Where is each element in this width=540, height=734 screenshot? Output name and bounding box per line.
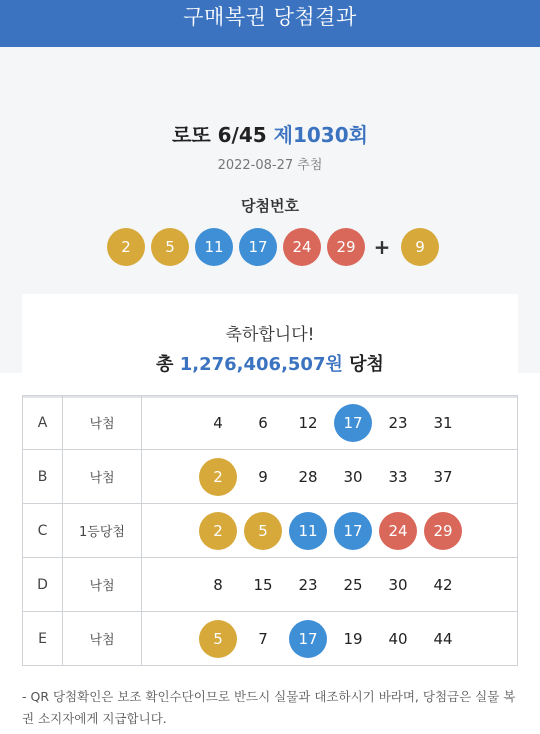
matched-number-ball: 11: [289, 512, 327, 550]
matched-number-ball: 17: [289, 620, 327, 658]
game-name: 로또 6/45: [172, 123, 267, 147]
ticket-number: 37: [433, 467, 453, 486]
congrats-text: 축하합니다!: [225, 325, 315, 345]
ticket-number: 4: [213, 413, 223, 432]
table-row: [23, 558, 517, 612]
draw-round: [0, 119, 540, 148]
table-row: [23, 396, 517, 450]
matched-number-ball: 2: [199, 512, 237, 550]
matched-number-ball: 2: [199, 458, 237, 496]
ticket-number: 15: [253, 575, 273, 594]
ticket-number: 30: [343, 467, 363, 486]
ticket-numbers: [142, 504, 517, 557]
winning-ball: 2: [107, 228, 145, 266]
ticket-number: 28: [298, 467, 318, 486]
ticket-number: 8: [213, 575, 223, 594]
prize-total: [22, 350, 518, 376]
ticket-game: E: [23, 612, 63, 665]
table-row: [23, 504, 517, 558]
ticket-result: 1등당첨: [63, 504, 142, 557]
page-title: 구매복권 당첨결과: [183, 5, 357, 29]
ticket-number: 31: [433, 413, 453, 432]
winning-numbers: [107, 228, 445, 266]
winning-ball: 24: [283, 228, 321, 266]
ticket-game: B: [23, 450, 63, 503]
ticket-result: 낙첨: [63, 396, 142, 449]
prize-box: [22, 294, 518, 398]
prize-amount: 1,276,406,507원: [179, 354, 343, 375]
bonus-ball: 9: [401, 228, 439, 266]
draw-date: 2022-08-27 추첨: [217, 158, 323, 173]
ticket-number: 23: [388, 413, 408, 432]
page-header: [0, 0, 540, 47]
ticket-result: 낙첨: [63, 558, 142, 611]
table-row: [23, 612, 517, 665]
ticket-result: 낙첨: [63, 612, 142, 665]
ticket-number: 9: [258, 467, 268, 486]
ticket-numbers: [142, 396, 517, 449]
winning-ball: 11: [195, 228, 233, 266]
ticket-number: 25: [343, 575, 363, 594]
ticket-numbers: [142, 612, 517, 665]
ticket-game: D: [23, 558, 63, 611]
matched-number-ball: 5: [199, 620, 237, 658]
round-number: 제1030회: [273, 123, 368, 147]
ticket-number: 12: [298, 413, 318, 432]
winning-ball: 29: [327, 228, 365, 266]
ticket-number: 23: [298, 575, 318, 594]
ticket-number: 42: [433, 575, 453, 594]
matched-number-ball: 5: [244, 512, 282, 550]
ticket-game: A: [23, 396, 63, 449]
prize-suffix: 당첨: [349, 354, 384, 375]
ticket-result: 낙첨: [63, 450, 142, 503]
ticket-number: 30: [388, 575, 408, 594]
matched-number-ball: 29: [424, 512, 462, 550]
ticket-game: C: [23, 504, 63, 557]
matched-number-ball: 17: [334, 404, 372, 442]
ticket-number: 33: [388, 467, 408, 486]
prize-prefix: 총: [156, 354, 174, 375]
footer-note: - QR 당첨확인은 보조 확인수단이므로 반드시 실물과 대조하시기 바라며, 당첨금은 실물 복권 소지자에게 지급합니다.: [22, 689, 516, 726]
ticket-numbers: [142, 450, 517, 503]
ticket-number: 19: [343, 629, 363, 648]
matched-number-ball: 17: [334, 512, 372, 550]
ticket-number: 6: [258, 413, 268, 432]
ticket-numbers: [142, 558, 517, 611]
ticket-number: 7: [258, 629, 268, 648]
ticket-number: 44: [433, 629, 453, 648]
plus-icon: +: [373, 235, 391, 259]
winning-numbers-label: 당첨번호: [241, 197, 299, 215]
ticket-table: [22, 395, 518, 666]
winning-ball: 17: [239, 228, 277, 266]
winning-ball: 5: [151, 228, 189, 266]
draw-summary: [0, 47, 540, 373]
ticket-number: 40: [388, 629, 408, 648]
matched-number-ball: 24: [379, 512, 417, 550]
table-row: [23, 450, 517, 504]
